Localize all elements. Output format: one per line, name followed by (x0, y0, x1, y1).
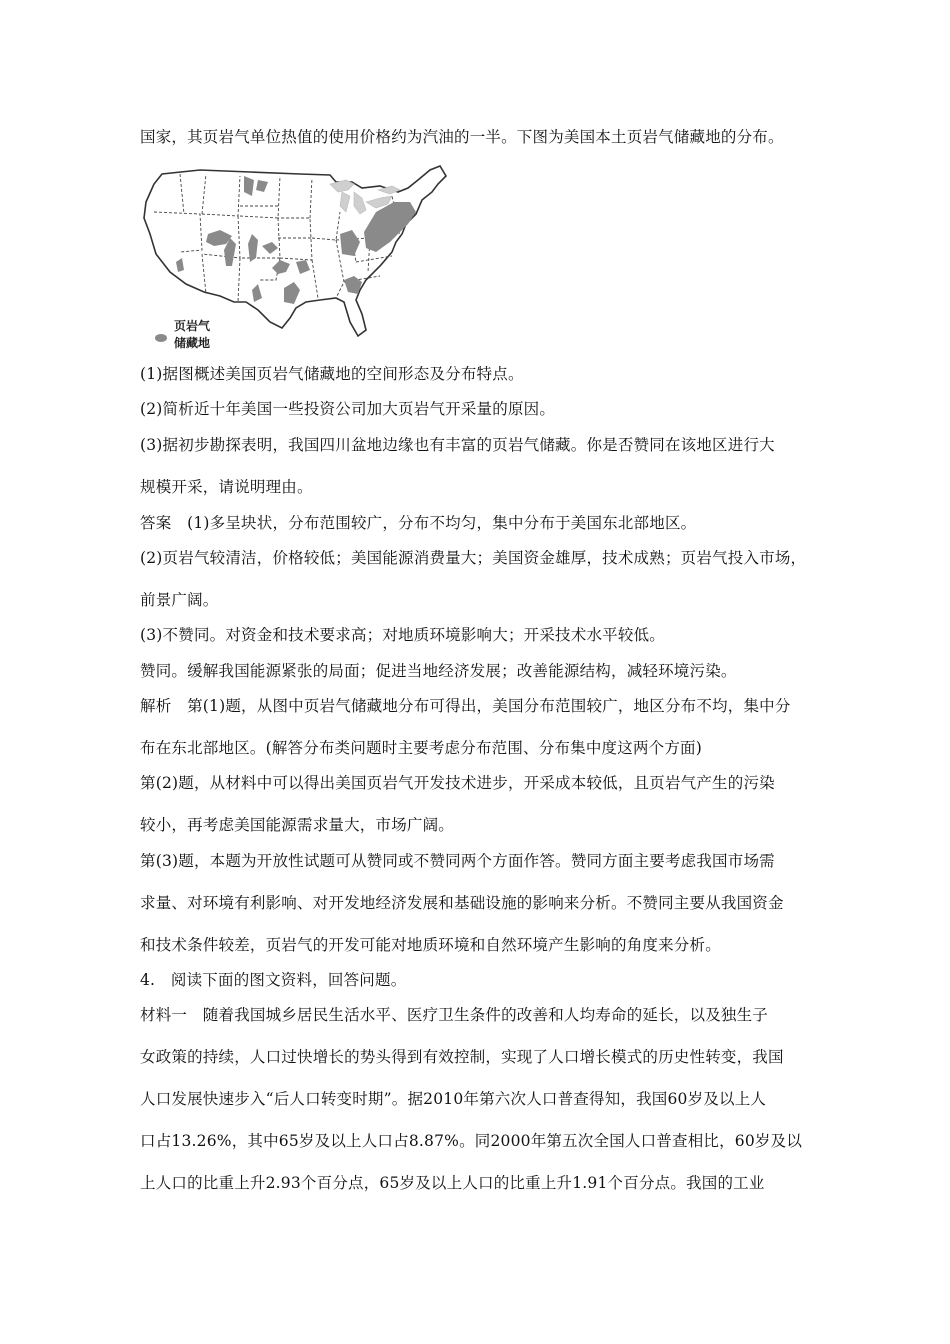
answer-1: 答案 (1)多呈块状，分布范围较广，分布不均匀，集中分布于美国东北部地区。 (140, 514, 697, 532)
answer-3: (3)不赞同。对资金和技术要求高；对地质环境影响大；开采技术水平较低。 (140, 626, 665, 644)
answer-2-cont: 前景广阔。 (140, 591, 219, 609)
us-shale-gas-map (140, 162, 450, 352)
question-1: (1)据图概述美国页岩气储藏地的空间形态及分布特点。 (140, 365, 524, 383)
analysis-2-cont: 较小，再考虑美国能源需求量大，市场广阔。 (140, 816, 455, 834)
answer-2: (2)页岩气较清洁，价格较低；美国能源消费量大；美国资金雄厚，技术成熟；页岩气投入市场， (140, 549, 807, 567)
legend-label-2: 储藏地 (174, 336, 211, 350)
analysis-1: 解析 第(1)题，从图中页岩气储藏地分布可得出，美国分布范围较广，地区分布不均，集中分 (140, 697, 791, 715)
material-1-line3: 人口发展快速步入“后人口转变时期”。据2010年第六次人口普查得知，我国60岁及以上人 (140, 1090, 767, 1108)
legend-swatch (155, 334, 167, 342)
analysis-3: 第(3)题，本题为开放性试题可从赞同或不赞同两个方面作答。赞同方面主要考虑我国市场需 (140, 852, 775, 870)
us-outline (144, 166, 446, 336)
analysis-1-cont: 布在东北部地区。(解答分布类问题时主要考虑分布范围、分布集中度这两个方面) (140, 739, 702, 757)
text-line-1: 国家，其页岩气单位热值的使用价格约为汽油的一半。下图为美国本土页岩气储藏地的分布。 (140, 128, 784, 146)
question-2: (2)简析近十年美国一些投资公司加大页岩气开采量的原因。 (140, 400, 556, 418)
analysis-2: 第(2)题，从材料中可以得出美国页岩气开发技术进步，开采成本较低，且页岩气产生的污染 (140, 774, 775, 792)
material-1-line4: 口占13.26%，其中65岁及以上人口占8.87%。同2000年第五次全国人口普查相比，60岁及以 (140, 1132, 803, 1150)
analysis-3-cont1: 求量、对环境有利影响、对开发地经济发展和基础设施的影响来分析。不赞同主要从我国资金 (140, 894, 784, 912)
analysis-3-cont2: 和技术条件较差，页岩气的开发可能对地质环境和自然环境产生影响的角度来分析。 (140, 936, 721, 954)
answer-3-agree: 赞同。缓解我国能源紧张的局面；促进当地经济发展；改善能源结构，减轻环境污染。 (140, 662, 737, 680)
map-svg (140, 162, 450, 352)
question-3-cont: 规模开采，请说明理由。 (140, 478, 313, 496)
question-4: 4. 阅读下面的图文资料，回答问题。 (140, 971, 407, 989)
material-1-line2: 女政策的持续，人口过快增长的势头得到有效控制，实现了人口增长模式的历史性转变，我国 (140, 1048, 784, 1066)
legend-label-1: 页岩气 (174, 319, 211, 333)
material-1-line1: 材料一 随着我国城乡居民生活水平、医疗卫生条件的改善和人均寿命的延长，以及独生子 (140, 1006, 769, 1024)
question-3: (3)据初步勘探表明，我国四川盆地边缘也有丰富的页岩气储藏。你是否赞同在该地区进行大 (140, 436, 775, 454)
material-1-line5: 上人口的比重上升2.93个百分点，65岁及以上人口的比重上升1.91个百分点。我国的工业 (140, 1174, 765, 1192)
